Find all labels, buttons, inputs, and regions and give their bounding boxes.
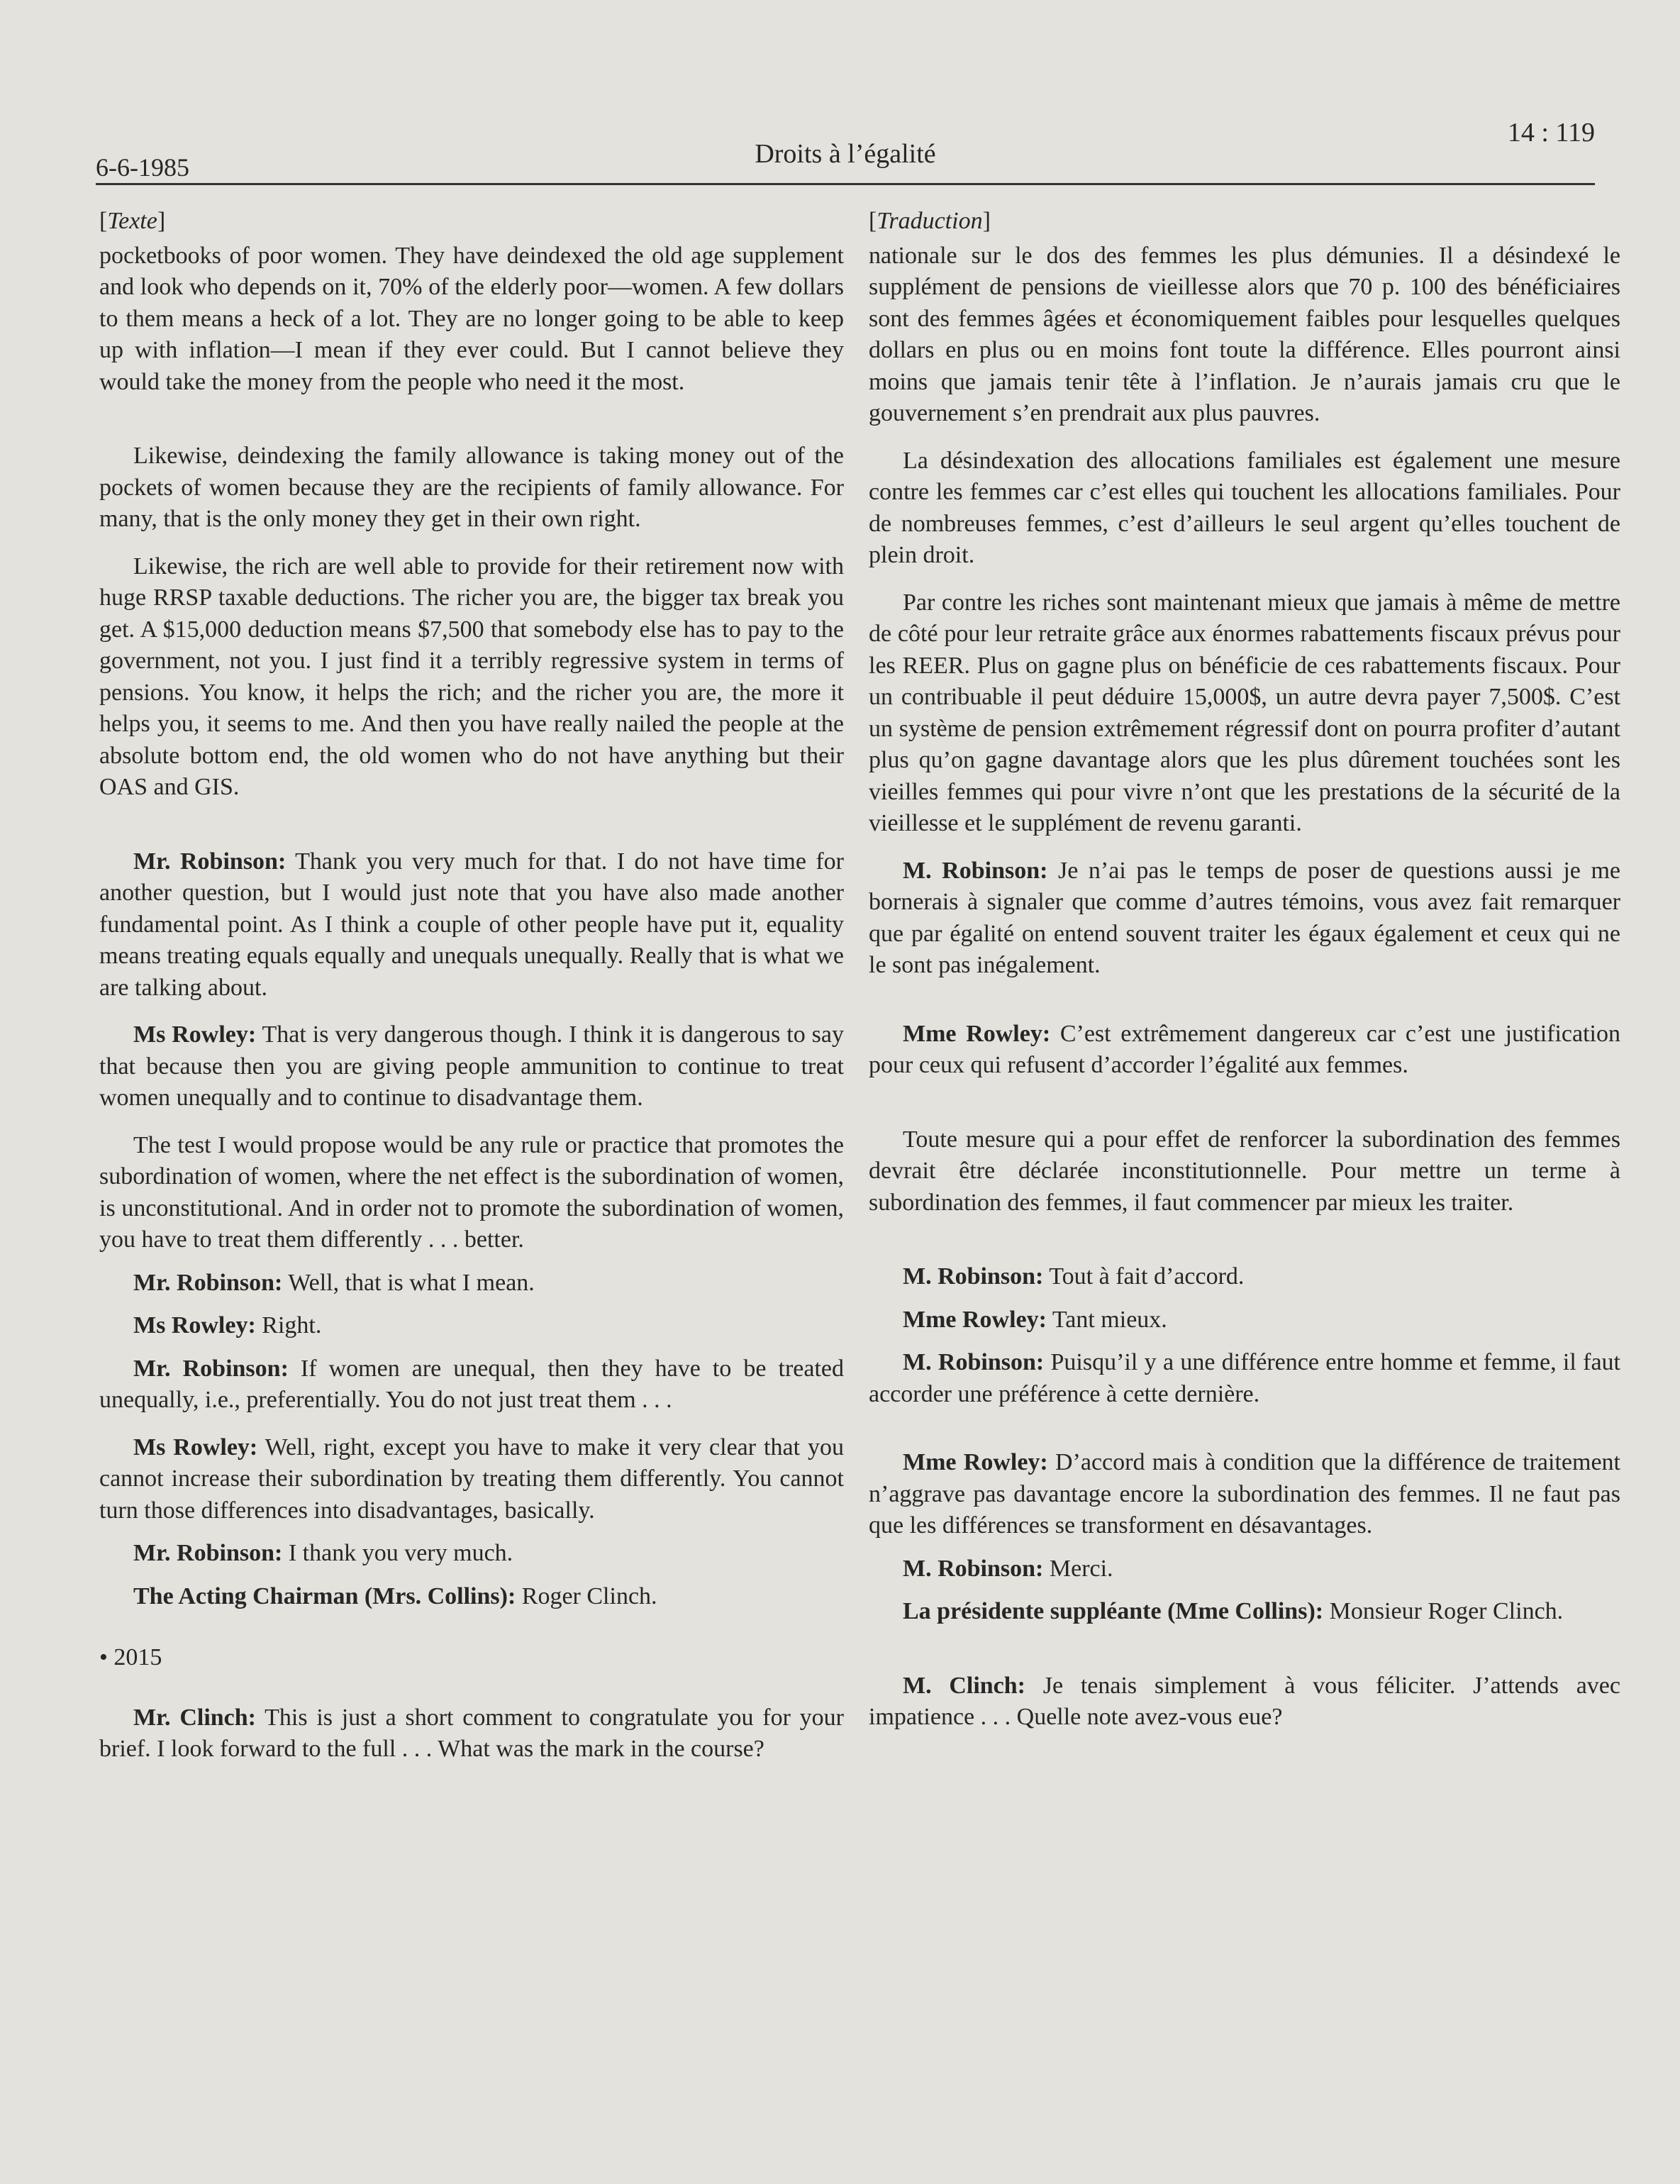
speaker-name: M. Robinson: xyxy=(903,857,1048,884)
speaker-name: Mr. Robinson: xyxy=(133,1269,283,1296)
paragraph: Mme Rowley: Tant mieux. xyxy=(903,1306,1167,1333)
paragraph: pocketbooks of poor women. They have deindexed the old age supplement and look who depends on it, 70% of the elderly poor—women. A few dollars to them means a heck of a lot. They are no longer going to be able to keep up with inflation—I mean if they ever could. But I cannot believe they would take the money from the people who need it the most. xyxy=(99,242,844,395)
paragraph: Ms Rowley: Well, right, except you have to make it very clear that you cannot increase their subordination by treating them differently. You cannot turn those differences into disadvantages, basically. xyxy=(99,1434,844,1524)
paragraph: The test I would propose would be any rule or practice that promotes the subordination of women, where the net effect is the subordination of women, is unconstitutional. And in order not to promote the subordination of women, you have to treat them differently . . . better. xyxy=(99,1131,844,1253)
speaker-name: Mme Rowley: xyxy=(903,1020,1051,1047)
header-page-number: 14 : 119 xyxy=(1507,118,1595,148)
paragraph: M. Clinch: Je tenais simplement à vous féliciter. J’attends avec impatience . . . Quelle note avez-vous eue? xyxy=(869,1672,1620,1730)
time-marker: • 2015 xyxy=(99,1644,162,1670)
header-date: 6-6-1985 xyxy=(96,153,189,182)
speaker-name: The Acting Chairman (Mrs. Collins): xyxy=(133,1582,516,1609)
paragraph: Mr. Robinson: I thank you very much. xyxy=(133,1540,513,1566)
speaker-name: Ms Rowley: xyxy=(133,1312,256,1338)
paragraph: Mr. Robinson: Thank you very much for that. I do not have time for another question, but I would just note that you have also made another fundamental point. As I think a couple of other people have put it, equality means treating equals equally and unequals unequally. Really that is what we are talking about. xyxy=(99,848,844,1001)
paragraph: Mme Rowley: D’accord mais à condition que la différence de traitement n’aggrave pas davantage encore la subordination des femmes. Il ne faut pas que les différences se transforment en désavantages. xyxy=(869,1449,1620,1539)
speaker-name: Mr. Robinson: xyxy=(133,1540,283,1566)
paragraph: La présidente suppléante (Mme Collins): Monsieur Roger Clinch. xyxy=(903,1598,1564,1624)
speaker-name: M. Robinson: xyxy=(903,1263,1044,1290)
speaker-name: Mme Rowley: xyxy=(903,1449,1048,1475)
paragraph: Likewise, the rich are well able to provide for their retirement now with huge RRSP taxable deductions. The richer you are, the bigger tax break you get. A $15,000 deduction means $7,500 that somebody else has to pay to the government, not you. I just find it a terribly regressive system in terms of pensions. You know, it helps the rich; and the richer you are, the more it helps you, it seems to me. And then you have really nailed the people at the absolute bottom end, the old women who do not have anything but their OAS and GIS. xyxy=(99,553,844,800)
paragraph: The Acting Chairman (Mrs. Collins): Roger Clinch. xyxy=(133,1582,657,1609)
speaker-name: Mr. Clinch: xyxy=(133,1704,256,1731)
paragraph: Toute mesure qui a pour effet de renforcer la subordination des femmes devrait être déclarée inconstitutionnelle. Pour mettre un terme à subordination des femmes, il faut commencer par mieux les traiter. xyxy=(869,1126,1620,1216)
paragraph: La désindexation des allocations familiales est également une mesure contre les femmes car c’est elles qui touchent les allocations familiales. Pour de nombreuses femmes, c’est d’ailleurs le seul argent qu’elles touchent de plein droit. xyxy=(869,447,1620,568)
column-label: [Texte] xyxy=(99,208,166,234)
speaker-name: M. Clinch: xyxy=(903,1672,1026,1699)
speaker-name: M. Robinson: xyxy=(903,1349,1045,1375)
paragraph: Par contre les riches sont maintenant mieux que jamais à même de mettre de côté pour leur retraite grâce aux énormes rabattements fiscaux prévus pour les REER. Plus on gagne plus on bénéficie de ces rabattements fiscaux. Pour un contribuable il peut déduire 15,000$, un autre devra payer 7,500$. C’est un système de pension extrêmement régressif dont on pourra profiter d’autant plus qu’on gagne davantage alors que les plus dûrement touchées sont les vieilles femmes qui pour vivre n’ont que les prestations de la sécurité de la vieillesse et le supplément de revenu garanti. xyxy=(869,589,1620,836)
speaker-name: Ms Rowley: xyxy=(133,1434,258,1460)
column-french xyxy=(869,206,1620,1734)
paragraph: Mr. Robinson: Well, that is what I mean. xyxy=(133,1269,535,1296)
paragraph: Ms Rowley: Right. xyxy=(133,1312,322,1338)
speaker-name: La présidente suppléante (Mme Collins): xyxy=(903,1598,1324,1624)
header-rule xyxy=(96,183,1595,185)
speaker-name: Mr. Robinson: xyxy=(133,848,287,875)
running-header xyxy=(96,113,1595,192)
column-label: [Traduction] xyxy=(869,208,991,234)
paragraph: M. Robinson: Puisqu’il y a une différence entre homme et femme, il faut accorder une préférence à cette dernière. xyxy=(869,1349,1621,1407)
paragraph: Mr. Robinson: If women are unequal, then they have to be treated unequally, i.e., preferentially. You do not just treat them . . . xyxy=(99,1355,844,1413)
paragraph: M. Robinson: Tout à fait d’accord. xyxy=(903,1263,1245,1290)
paragraph: Mme Rowley: C’est extrêmement dangereux car c’est une justification pour ceux qui refusent d’accorder l’égalité aux femmes. xyxy=(869,1020,1620,1078)
speaker-name: Mr. Robinson: xyxy=(133,1355,289,1382)
paragraph: M. Robinson: Je n’ai pas le temps de poser de questions aussi je me bornerais à signaler que comme d’autres témoins, vous avez fait remarquer que par égalité on entend souvent traiter les égaux également et ceux qui ne le sont pas inégalement. xyxy=(869,857,1620,978)
header-title: Droits à l’égalité xyxy=(755,139,936,169)
paragraph: Likewise, deindexing the family allowance is taking money out of the pockets of women because they are the recipients of family allowance. For many, that is the only money they get in their own right. xyxy=(99,443,844,532)
paragraph: nationale sur le dos des femmes les plus démunies. Il a désindexé le supplément de pensions de vieillesse alors que 70 p. 100 des bénéficiaires sont des femmes âgées et économiquement faibles pour lesquelles quelques dollars en plus ou en moins font toute la différence. Elles pourront ainsi moins que jamais tenir tête à l’inflation. Je n’aurais jamais cru que le gouvernement s’en prendrait aux plus pauvres. xyxy=(869,242,1620,426)
paragraph: Mr. Clinch: This is just a short comment to congratulate you for your brief. I look forward to the full . . . What was the mark in the course? xyxy=(99,1704,844,1762)
speaker-name: Ms Rowley: xyxy=(133,1021,257,1048)
speaker-name: M. Robinson: xyxy=(903,1555,1044,1582)
speaker-name: Mme Rowley: xyxy=(903,1306,1047,1333)
paragraph: Ms Rowley: That is very dangerous though. I think it is dangerous to say that because then you are giving people ammunition to continue to treat women unequally and to continue to disadvantage them. xyxy=(99,1021,844,1111)
column-english xyxy=(99,206,844,1766)
paragraph: M. Robinson: Merci. xyxy=(903,1555,1113,1582)
